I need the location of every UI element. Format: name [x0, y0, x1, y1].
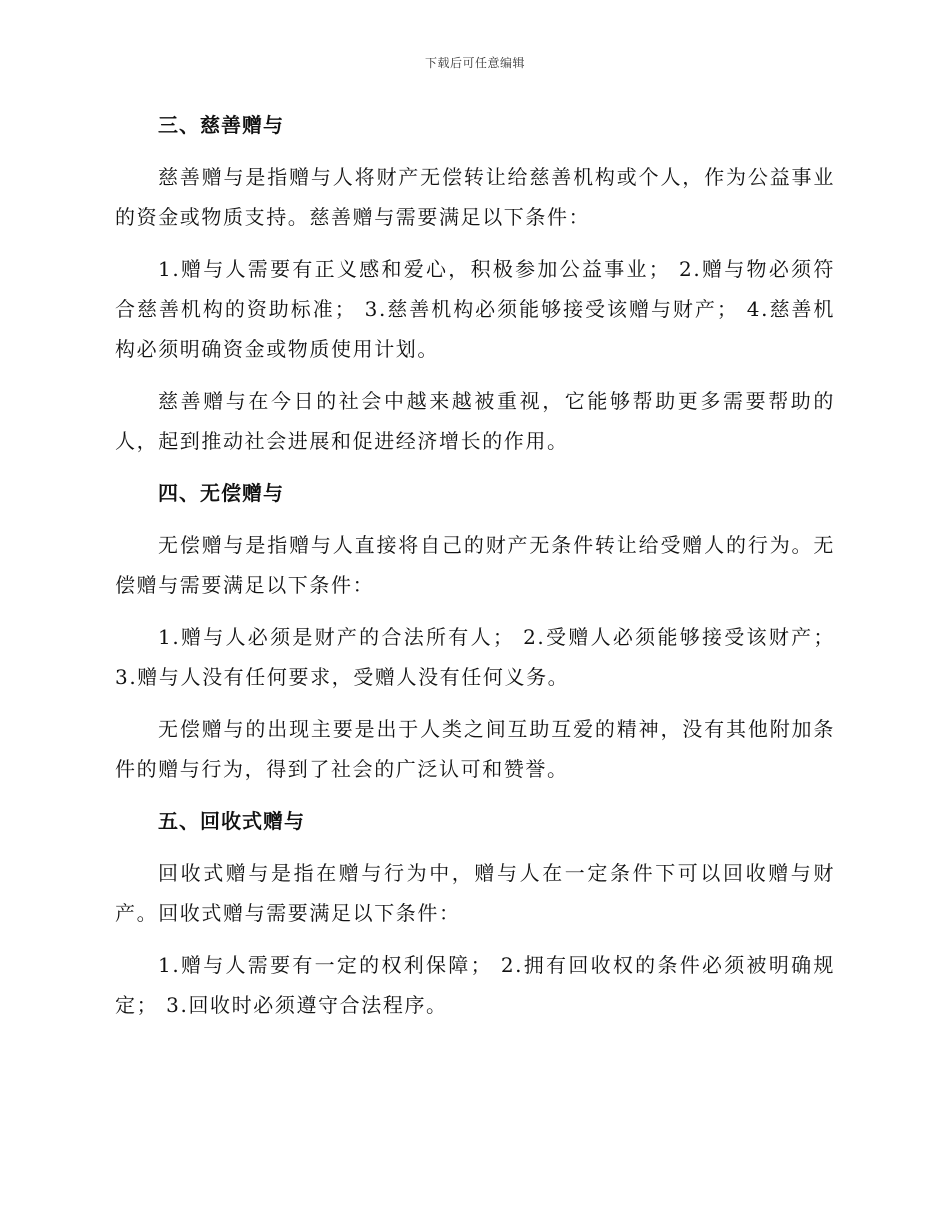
section-revocable-gift	[115, 801, 835, 1025]
section-charitable-gift	[115, 105, 835, 461]
paragraph: 慈善赠与在今日的社会中越来越被重视，它能够帮助更多需要帮助的人，起到推动社会进展和促进经济增长的作用。	[115, 389, 835, 453]
paragraph: 1.赠与人需要有一定的权利保障； 2.拥有回收权的条件必须被明确规定； 3.回收时必须遵守合法程序。	[115, 953, 835, 1017]
document-body	[115, 105, 835, 1025]
paragraph: 无偿赠与的出现主要是出于人类之间互助互爱的精神，没有其他附加条件的赠与行为，得到了社会的广泛认可和赞誉。	[115, 717, 835, 781]
paragraph: 慈善赠与是指赠与人将财产无偿转让给慈善机构或个人，作为公益事业的资金或物质支持。慈善赠与需要满足以下条件：	[115, 165, 835, 229]
section-heading: 三、慈善赠与	[158, 113, 284, 137]
paragraph: 1.赠与人必须是财产的合法所有人； 2.受赠人必须能够接受该财产； 3.赠与人没有任何要求，受赠人没有任何义务。	[115, 625, 835, 689]
section-heading: 四、无偿赠与	[158, 481, 284, 505]
section-heading: 五、回收式赠与	[158, 809, 305, 833]
paragraph: 无偿赠与是指赠与人直接将自己的财产无条件转让给受赠人的行为。无偿赠与需要满足以下条件：	[115, 533, 835, 597]
paragraph: 1.赠与人需要有正义感和爱心，积极参加公益事业； 2.赠与物必须符合慈善机构的资助标准； 3.慈善机构必须能够接受该赠与财产； 4.慈善机构必须明确资金或物质使用计划。	[115, 257, 835, 361]
section-gratuitous-gift	[115, 473, 835, 789]
header-note: 下载后可任意编辑	[424, 56, 525, 70]
paragraph: 回收式赠与是指在赠与行为中，赠与人在一定条件下可以回收赠与财产。回收式赠与需要满足以下条件：	[115, 861, 835, 925]
